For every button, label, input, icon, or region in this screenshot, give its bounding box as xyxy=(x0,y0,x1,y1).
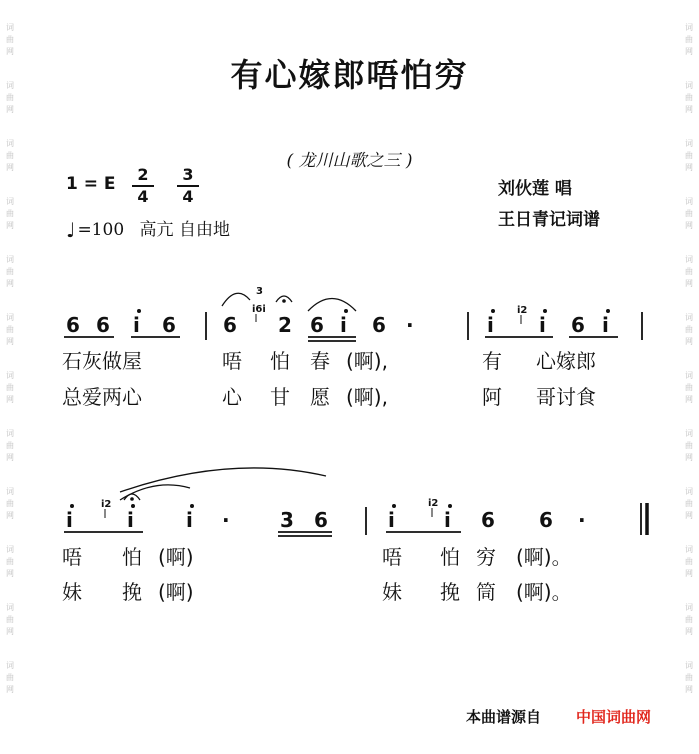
watermark-char: 曲 xyxy=(6,267,14,276)
note: i xyxy=(340,313,347,337)
watermark-char: 词 xyxy=(6,255,14,264)
meter-second-top: 3 xyxy=(177,165,199,187)
watermark-char: 词 xyxy=(6,313,14,322)
meter-second-bottom: 4 xyxy=(182,187,194,206)
note: 6 xyxy=(66,313,80,337)
note: 6 xyxy=(571,313,585,337)
watermark-char: 网 xyxy=(6,163,14,172)
editor-credit: 王日青记词谱 xyxy=(498,210,600,230)
fermata-dot xyxy=(282,299,286,303)
lyric-word: 挽 xyxy=(122,580,142,604)
beams xyxy=(64,337,618,536)
lyric-word: 怕 xyxy=(440,545,460,569)
meter-first-top: 2 xyxy=(132,165,154,187)
watermark-char: 网 xyxy=(685,163,693,172)
note: 2 xyxy=(278,313,292,337)
lyric-word: 春 xyxy=(310,349,330,373)
meter-first-bottom: 4 xyxy=(137,187,149,206)
tempo-style: 高亢 自由地 xyxy=(139,220,230,240)
watermark-char: 词 xyxy=(685,313,693,322)
lyric-word: 甘 xyxy=(270,385,290,409)
lyric-word: 怕 xyxy=(270,349,290,373)
watermark-char: 网 xyxy=(6,511,14,520)
watermark-char: 网 xyxy=(6,395,14,404)
watermark-char: 词 xyxy=(685,255,693,264)
watermark-char: 曲 xyxy=(685,499,693,508)
note: 6 xyxy=(314,508,328,532)
note: i xyxy=(66,508,73,532)
watermark-char: 网 xyxy=(6,685,14,694)
lyric-word: 唔 xyxy=(222,349,242,373)
watermark-char: 词 xyxy=(685,371,693,380)
lyric-word: 心嫁郎 xyxy=(536,349,596,373)
source-site-link[interactable]: 中国词曲网 xyxy=(576,708,652,726)
watermark-char: 网 xyxy=(685,337,693,346)
turn-mark: 3 xyxy=(256,286,263,297)
lyric-word: (啊) xyxy=(158,545,194,569)
watermark-char: 词 xyxy=(6,371,14,380)
quarter-note-icon: ♩ xyxy=(66,218,76,242)
song-subtitle: ( 龙川山歌之三 ) xyxy=(286,151,413,171)
key-signature: 1 = E xyxy=(66,174,116,194)
watermark-char: 网 xyxy=(6,569,14,578)
watermark-char: 网 xyxy=(685,395,693,404)
watermark-char: 词 xyxy=(685,429,693,438)
watermark-char: 曲 xyxy=(685,209,693,218)
watermark-char: 词 xyxy=(685,139,693,148)
watermark-char: 词 xyxy=(6,603,14,612)
watermark-char: 曲 xyxy=(685,35,693,44)
lyric-word: 筒 xyxy=(476,580,496,604)
watermark-char: 曲 xyxy=(685,267,693,276)
watermark-char: 网 xyxy=(685,221,693,230)
watermark-char: 曲 xyxy=(685,557,693,566)
fermata-dot xyxy=(130,497,134,501)
note-dot: · xyxy=(406,313,414,337)
watermark-char: 词 xyxy=(6,487,14,496)
watermark-char: 词 xyxy=(6,429,14,438)
watermark-char: 网 xyxy=(685,627,693,636)
song-title: 有心嫁郎唔怕穷 xyxy=(230,56,469,94)
note: 6 xyxy=(223,313,237,337)
watermark-char: 词 xyxy=(685,487,693,496)
watermark-char: 词 xyxy=(6,81,14,90)
note: i xyxy=(388,508,395,532)
note: i xyxy=(186,508,193,532)
watermark-char: 曲 xyxy=(685,615,693,624)
lyric-word: 总爱两心 xyxy=(62,385,142,409)
watermark-char: 网 xyxy=(685,685,693,694)
watermark-char: 网 xyxy=(685,511,693,520)
watermark-char: 词 xyxy=(6,139,14,148)
note-dot: · xyxy=(578,508,586,532)
note: 6 xyxy=(96,313,110,337)
watermark-char: 词 xyxy=(685,661,693,670)
note: i xyxy=(127,508,134,532)
note: 6 xyxy=(162,313,176,337)
watermark-char: 网 xyxy=(6,105,14,114)
watermark-char: 词 xyxy=(6,661,14,670)
note: 6 xyxy=(539,508,553,532)
watermark-char: 词 xyxy=(685,81,693,90)
watermark-char: 词 xyxy=(685,197,693,206)
note: 3 xyxy=(280,508,294,532)
note: i xyxy=(487,313,494,337)
singer-credit: 刘伙莲 唱 xyxy=(498,179,572,199)
lyric-word: 心 xyxy=(222,385,242,409)
watermark-char: 曲 xyxy=(6,151,14,160)
grace-note: i2 xyxy=(101,499,112,510)
note: i xyxy=(602,313,609,337)
watermark-char: 词 xyxy=(685,545,693,554)
watermark-char: 曲 xyxy=(685,151,693,160)
watermark-char: 网 xyxy=(685,279,693,288)
watermark-char: 曲 xyxy=(6,35,14,44)
lyric-word: 挽 xyxy=(440,580,460,604)
watermark-char: 网 xyxy=(685,569,693,578)
watermark-char: 曲 xyxy=(6,499,14,508)
watermark-char: 曲 xyxy=(685,441,693,450)
lyric-word: 哥讨食 xyxy=(536,385,596,409)
watermark-char: 曲 xyxy=(6,325,14,334)
grace-note: i2 xyxy=(428,498,439,509)
watermark-char: 曲 xyxy=(6,615,14,624)
lyric-word: 妹 xyxy=(382,580,402,604)
lyric-verse1-line1 xyxy=(62,345,142,374)
lyric-word: (啊), xyxy=(346,385,388,409)
note: i xyxy=(133,313,140,337)
watermark-char: 网 xyxy=(6,221,14,230)
watermark-char: 网 xyxy=(685,47,693,56)
watermark-char: 曲 xyxy=(6,557,14,566)
watermark-char: 曲 xyxy=(685,325,693,334)
watermark-char: 曲 xyxy=(6,209,14,218)
lyric-word: 唔 xyxy=(382,545,402,569)
lyric-word: (啊), xyxy=(346,349,388,373)
watermark-char: 网 xyxy=(6,47,14,56)
watermark-char: 曲 xyxy=(685,383,693,392)
watermark-char: 曲 xyxy=(6,383,14,392)
note: 6 xyxy=(310,313,324,337)
lyric-word: 穷 xyxy=(476,545,496,569)
lyric-word: 愿 xyxy=(310,385,330,409)
watermark-char: 曲 xyxy=(685,673,693,682)
note: i xyxy=(444,508,451,532)
watermark-char: 网 xyxy=(6,337,14,346)
grace-note: i2 xyxy=(517,305,528,316)
watermark-char: 曲 xyxy=(6,673,14,682)
watermark-char: 曲 xyxy=(6,93,14,102)
watermark-char: 词 xyxy=(685,603,693,612)
watermark-char: 词 xyxy=(685,23,693,32)
lyric-word: 怕 xyxy=(122,545,142,569)
lyric-word: 妹 xyxy=(62,580,82,604)
lyric-word: 阿 xyxy=(482,385,502,409)
note: i xyxy=(539,313,546,337)
note-dot: · xyxy=(222,508,230,532)
lyric-word: 有 xyxy=(482,349,502,373)
watermark-char: 网 xyxy=(6,627,14,636)
source-label: 本曲谱源自 xyxy=(466,708,542,726)
ornament-grace: i6i xyxy=(252,304,266,315)
watermark-char: 网 xyxy=(685,105,693,114)
octave-dots xyxy=(70,309,610,508)
watermark-char: 网 xyxy=(685,453,693,462)
watermark-char: 网 xyxy=(6,279,14,288)
watermark-char: 曲 xyxy=(6,441,14,450)
lyric-word: (啊)。 xyxy=(516,580,572,604)
watermark-char: 网 xyxy=(6,453,14,462)
lyric-word: (啊)。 xyxy=(516,545,572,569)
watermark-char: 词 xyxy=(6,545,14,554)
lyric-word: 唔 xyxy=(62,545,82,569)
watermark-char: 词 xyxy=(6,197,14,206)
watermark-char: 词 xyxy=(6,23,14,32)
note: 6 xyxy=(481,508,495,532)
fermatas xyxy=(124,296,292,500)
lyric-word: (啊) xyxy=(158,580,194,604)
lyric-word: 石灰做屋 xyxy=(62,349,142,373)
note: 6 xyxy=(372,313,386,337)
tempo-value: =100 xyxy=(77,220,125,240)
watermark-char: 曲 xyxy=(685,93,693,102)
